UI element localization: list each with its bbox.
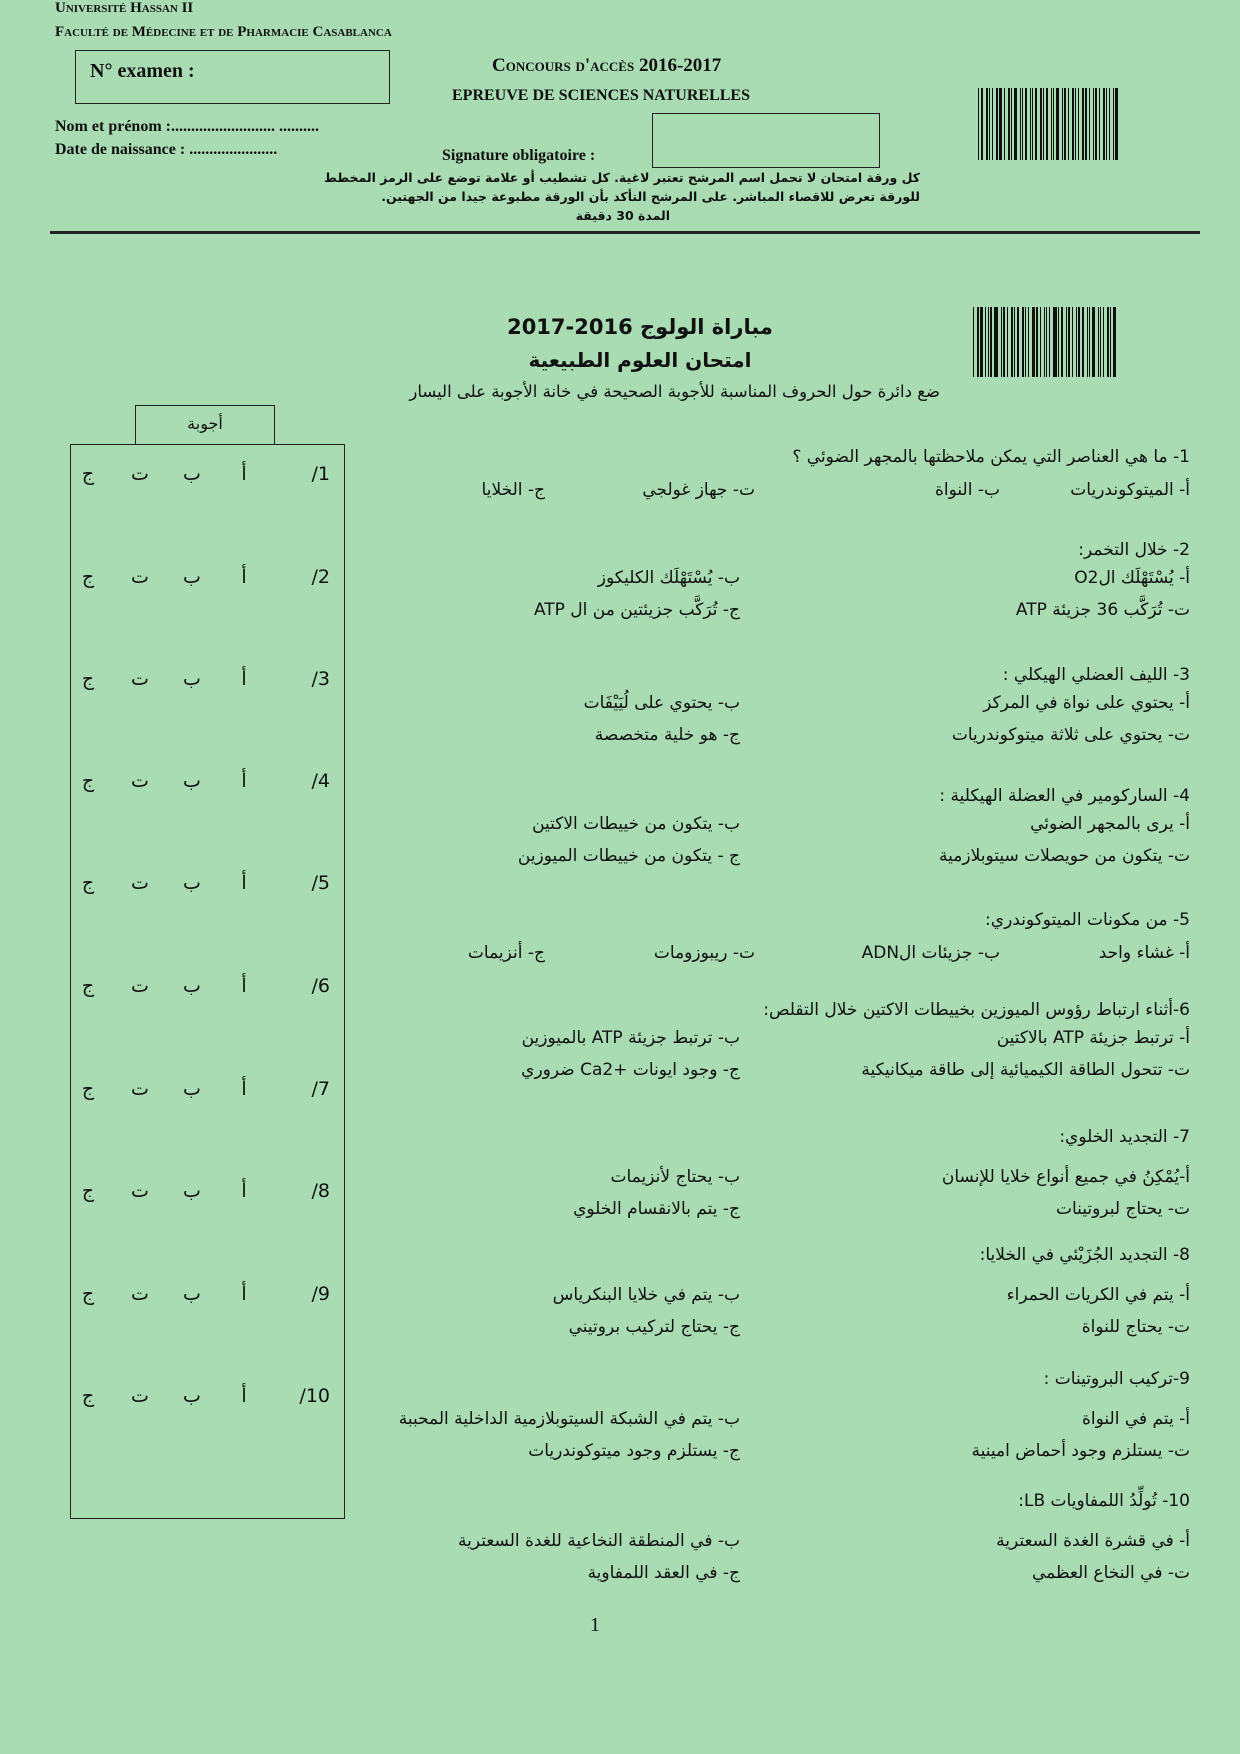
answer-option[interactable]: ب [183, 770, 201, 792]
answer-row [62, 566, 330, 588]
answer-number: /4 [311, 770, 330, 792]
option-b: ب- يتم في خلايا البنكرياس [552, 1285, 740, 1305]
question-stem: 5- من مكونات الميتوكوندري: [985, 910, 1190, 930]
answer-option[interactable]: ج [81, 463, 95, 485]
option-a: أ- الميتوكوندريات [1070, 480, 1190, 500]
answer-option[interactable]: أ [241, 1078, 247, 1100]
option-c: ت- تُرَكَّب 36 جزيئة ATP [1015, 600, 1190, 620]
barcode-title [973, 307, 1119, 377]
option-b: ب- يُسْتَهْلَك الكليكوز [597, 568, 740, 588]
answer-option[interactable]: ت [131, 1385, 149, 1407]
answer-option[interactable]: ب [183, 463, 201, 485]
option-c: ت- يستلزم وجود أحماض امينية [971, 1441, 1190, 1461]
answer-option[interactable]: أ [241, 668, 247, 690]
page-number: 1 [590, 1614, 600, 1636]
answer-row [62, 1283, 330, 1305]
answer-option[interactable]: ب [183, 668, 201, 690]
answer-option[interactable]: ج [81, 770, 95, 792]
question-stem: 10- تُولِّدُ اللمفاويات LB: [1018, 1491, 1190, 1511]
option-a: أ- يتم في النواة [1082, 1409, 1190, 1429]
answer-option[interactable]: أ [241, 975, 247, 997]
option-a: أ- في قشرة الغدة السعترية [996, 1531, 1190, 1551]
header-divider [50, 231, 1200, 234]
option-d: ج- هو خلية متخصصة [594, 725, 740, 745]
option-d: ج - يتكون من خييطات الميوزين [517, 846, 740, 866]
answer-number: /5 [311, 872, 330, 894]
answer-option[interactable]: ب [183, 1283, 201, 1305]
answer-option[interactable]: ت [131, 872, 149, 894]
answer-option[interactable]: أ [241, 872, 247, 894]
concours-title: Concours d'accès 2016-2017 [492, 55, 722, 76]
option-a: أ- غشاء واحد [1098, 943, 1190, 963]
answer-option[interactable]: ج [81, 1078, 95, 1100]
answer-option[interactable]: ب [183, 1385, 201, 1407]
answer-option[interactable]: ج [81, 1385, 95, 1407]
answer-option[interactable]: ت [131, 1180, 149, 1202]
answer-row [62, 1180, 330, 1202]
notice-line-3: المدة 30 دقيقة [575, 208, 670, 223]
answer-row [62, 668, 330, 690]
arabic-title: مباراة الولوج 2016-2017 [507, 315, 773, 339]
option-d: ج- الخلايا [481, 480, 545, 500]
question-stem: 6-أثناء ارتباط رؤوس الميوزين بخييطات الاكتين خلال التقلص: [763, 1000, 1190, 1020]
answer-option[interactable]: أ [241, 1385, 247, 1407]
signature-label: Signature obligatoire : [442, 147, 596, 164]
option-b: ب- يتم في الشبكة السيتوبلازمية الداخلية المحببة [398, 1409, 740, 1429]
option-b: ب- يحتوي على لُيَيْفَات [583, 693, 740, 713]
epreuve-title: EPREUVE DE SCIENCES NATURELLES [452, 87, 750, 104]
answer-option[interactable]: ب [183, 566, 201, 588]
answer-option[interactable]: ج [81, 668, 95, 690]
answer-row [62, 1385, 330, 1407]
question-stem: 3- الليف العضلي الهيكلي : [1002, 665, 1190, 685]
option-c: ت- جهاز غولجي [642, 480, 755, 500]
name-field-label: Nom et prénom :.......................... .......... [55, 118, 319, 135]
option-d: ج- تُرَكَّب جزيئتين من ال ATP [533, 600, 740, 620]
question-stem: 2- خلال التخمر: [1078, 540, 1190, 560]
option-b: ب- يتكون من خييطات الاكتين [532, 814, 740, 834]
barcode-top [978, 88, 1120, 160]
option-d: ج- يتم بالانقسام الخلوي [573, 1199, 740, 1219]
option-c: ت- تتحول الطاقة الكيميائية إلى طاقة ميكانيكية [861, 1060, 1190, 1080]
option-b: ب- النواة [935, 480, 1000, 500]
question-stem: 1- ما هي العناصر التي يمكن ملاحظتها بالمجهر الضوئي ؟ [792, 447, 1190, 467]
university-name: Université Hassan II [55, 0, 194, 16]
answer-option[interactable]: ب [183, 1078, 201, 1100]
faculty-name: Faculté de Médecine et de Pharmacie Casablanca [55, 24, 392, 40]
option-d: ج- أنزيمات [467, 943, 545, 963]
answers-header-label: أجوبة [187, 414, 223, 433]
answer-row [62, 872, 330, 894]
option-c: ت- ريبوزومات [653, 943, 755, 963]
answer-number: /6 [311, 975, 330, 997]
option-c: ت- يتكون من حويصلات سيتوبلازمية [939, 846, 1190, 866]
question-stem: 8- التجديد الجُزَيْئي في الخلايا: [979, 1245, 1190, 1265]
answer-option[interactable]: أ [241, 463, 247, 485]
option-a: أ- يرى بالمجهر الضوئي [1030, 814, 1190, 834]
dob-field-label: Date de naissance : ...................... [55, 141, 278, 158]
option-b: ب- يحتاج لأنزيمات [610, 1167, 740, 1187]
answer-option[interactable]: أ [241, 1180, 247, 1202]
answer-option[interactable]: ب [183, 975, 201, 997]
answer-number: /8 [311, 1180, 330, 1202]
answer-option[interactable]: ب [183, 872, 201, 894]
option-a: أ- يتم في الكريات الحمراء [1006, 1285, 1190, 1305]
answer-row [62, 975, 330, 997]
answer-option[interactable]: ت [131, 1283, 149, 1305]
option-a: أ- ترتبط جزيئة ATP بالاكتين [996, 1028, 1190, 1048]
signature-box[interactable] [652, 113, 880, 168]
question-stem: 4- الساركومير في العضلة الهيكلية : [939, 786, 1190, 806]
answer-number: /10 [299, 1385, 330, 1407]
answer-option[interactable]: ت [131, 770, 149, 792]
exam-notice [300, 168, 920, 225]
answer-number: /9 [311, 1283, 330, 1305]
instruction: ضع دائرة حول الحروف المناسبة للأجوبة الصحيحة في خانة الأجوبة على اليسار [409, 382, 940, 401]
arabic-subtitle: امتحان العلوم الطبيعية [528, 348, 752, 372]
option-c: ت- يحتاج للنواة [1081, 1317, 1190, 1337]
option-c: ت- في النخاع العظمي [1031, 1563, 1190, 1583]
option-a: أ- يُسْتَهْلَك الO2 [1074, 568, 1190, 588]
answer-option[interactable]: ب [183, 1180, 201, 1202]
answer-number: /1 [311, 463, 330, 485]
answer-option[interactable]: ج [81, 1180, 95, 1202]
notice-line-1: كل ورقة امتحان لا تحمل اسم المرشح تعتبر لاغية. كل تشطيب أو علامة توضع على الرمز المخطط [323, 170, 920, 185]
answer-number: /3 [311, 668, 330, 690]
answer-option[interactable]: ج [81, 1283, 95, 1305]
answer-option[interactable]: أ [241, 566, 247, 588]
option-d: ج- في العقد اللمفاوية [587, 1563, 740, 1583]
question-stem: 7- التجديد الخلوي: [1059, 1127, 1190, 1147]
option-c: ت- يحتاج لبروتينات [1055, 1199, 1190, 1219]
answer-option[interactable]: ج [81, 566, 95, 588]
answer-option[interactable]: أ [241, 770, 247, 792]
answer-option[interactable]: ت [131, 668, 149, 690]
option-b: ب- جزيئات الADN [861, 943, 1000, 963]
option-b: ب- ترتبط جزيئة ATP بالميوزين [521, 1028, 740, 1048]
question-stem: 9-تركيب البروتينات : [1043, 1369, 1190, 1389]
exam-number-label: N° examen : [90, 60, 195, 82]
answer-option[interactable]: ج [81, 872, 95, 894]
option-a: أ- يحتوي على نواة في المركز [983, 693, 1190, 713]
answer-option[interactable]: ت [131, 975, 149, 997]
notice-line-2: للورقة تعرض للاقصاء المباشر. على المرشح التأكد بأن الورقة مطبوعة جيدا من الجهتين. [381, 189, 920, 204]
answer-row [62, 1078, 330, 1100]
answer-number: /2 [311, 566, 330, 588]
answer-option[interactable]: ت [131, 463, 149, 485]
option-d: ج- يستلزم وجود ميتوكوندريات [528, 1441, 740, 1461]
answer-row [62, 463, 330, 485]
option-a: أ-يُمْكِنُ في جميع أنواع خلايا للإنسان [941, 1167, 1190, 1187]
option-b: ب- في المنطقة النخاعية للغدة السعترية [457, 1531, 740, 1551]
option-c: ت- يحتوي على ثلاثة ميتوكوندريات [951, 725, 1190, 745]
answer-option[interactable]: ت [131, 1078, 149, 1100]
answer-option[interactable]: ج [81, 975, 95, 997]
option-d: ج- يحتاج لتركيب بروتيني [568, 1317, 740, 1337]
answer-number: /7 [311, 1078, 330, 1100]
answer-row [62, 770, 330, 792]
answer-option[interactable]: أ [241, 1283, 247, 1305]
option-d: ج- وجود ايونات +Ca2 ضروري [521, 1060, 740, 1080]
answer-option[interactable]: ت [131, 566, 149, 588]
